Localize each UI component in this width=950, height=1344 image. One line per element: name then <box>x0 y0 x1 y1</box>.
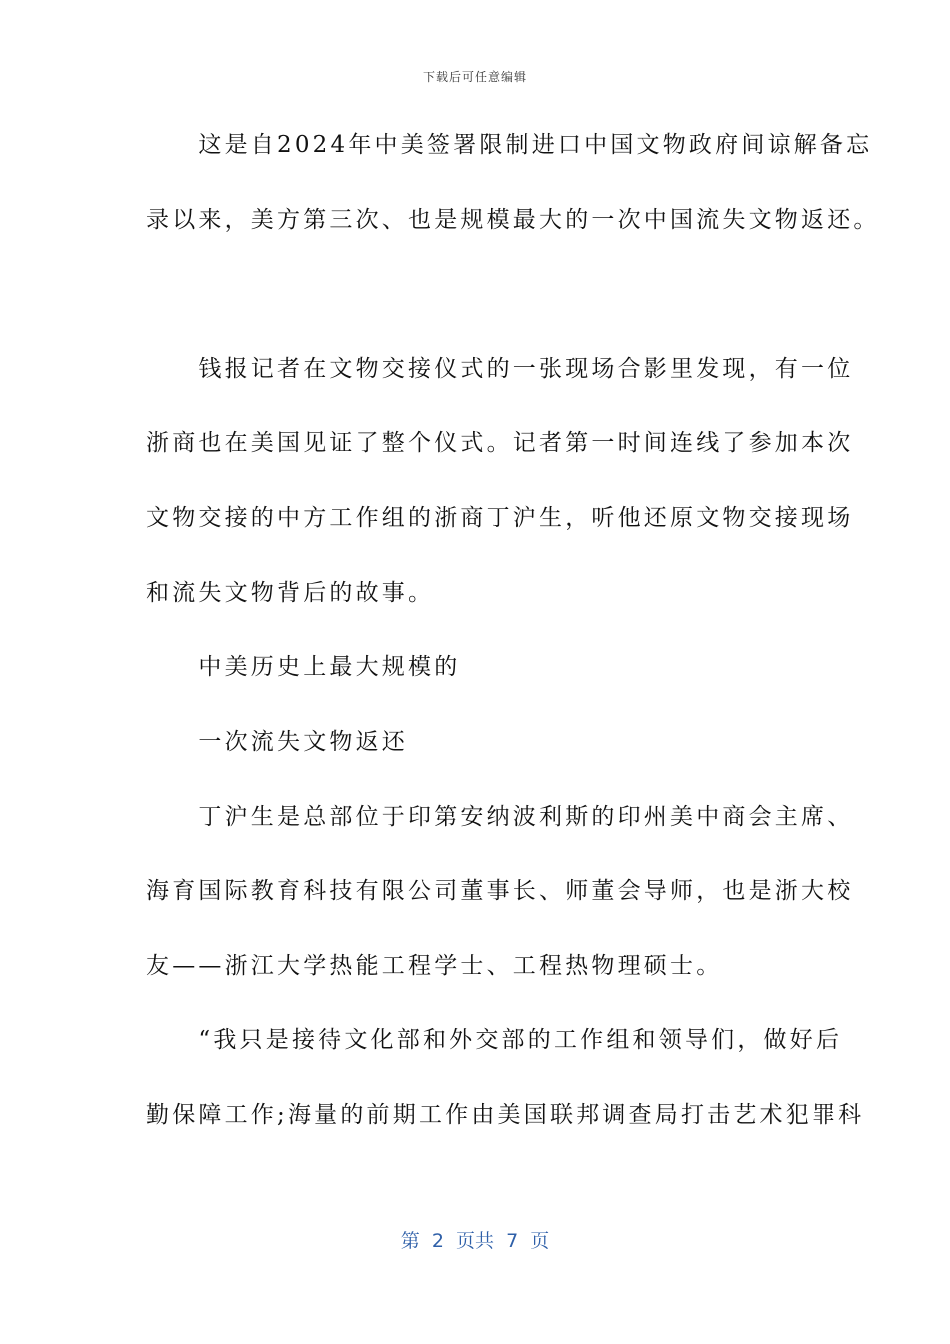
page-number-footer: 第 2 页共 7 页 <box>400 1230 550 1252</box>
body-line: 和流失文物背后的故事。 <box>146 580 435 606</box>
page-header: 下载后可任意编辑 <box>422 70 527 84</box>
body-line: “我只是接待文化部和外交部的工作组和领导们，做好后 <box>146 1027 843 1053</box>
section-heading-line: 一次流失文物返还 <box>146 729 408 755</box>
section-heading-line: 中美历史上最大规模的 <box>146 654 461 680</box>
body-line: 友——浙江大学热能工程学士、工程热物理硕士。 <box>146 953 723 979</box>
body-line: 录以来，美方第三次、也是规模最大的一次中国流失文物返还。 <box>146 207 880 233</box>
body-line: 钱报记者在文物交接仪式的一张现场合影里发现，有一位 <box>146 356 854 382</box>
body-line: 海育国际教育科技有限公司董事长、师董会导师，也是浙大校 <box>146 878 854 904</box>
body-line: 这是自2024年中美签署限制进口中国文物政府间谅解备忘 <box>146 132 873 158</box>
body-line: 勤保障工作;海量的前期工作由美国联邦调查局打击艺术犯罪科 <box>146 1102 865 1128</box>
body-line: 浙商也在美国见证了整个仪式。记者第一时间连线了参加本次 <box>146 430 854 456</box>
body-line: 文物交接的中方工作组的浙商丁沪生，听他还原文物交接现场 <box>146 505 854 531</box>
body-line: 丁沪生是总部位于印第安纳波利斯的印州美中商会主席、 <box>146 804 854 830</box>
